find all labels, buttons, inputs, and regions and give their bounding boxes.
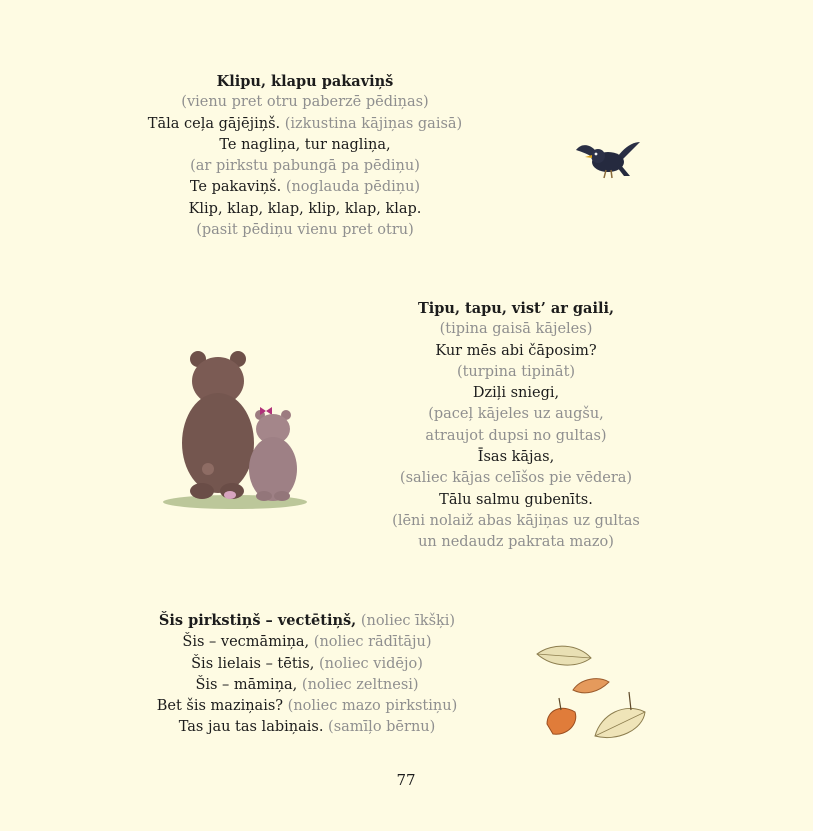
verse-text: Tālu salmu gubenīts. — [439, 491, 593, 508]
verse-sis-pirkstins — [95, 610, 519, 739]
verse-instruction: (turpina tipināt) — [456, 363, 576, 380]
verse-title: Tipu, tapu, vist’ ar gaili, — [417, 300, 615, 317]
verse-line — [95, 675, 519, 696]
verse-instruction: (noliec īkšķi) — [360, 613, 456, 629]
verse-title: Šis pirkstiņš – vectētiņš, — [158, 612, 357, 629]
verse-line — [95, 717, 519, 738]
verse-instruction: (lēni nolaiž abas kājiņas uz gultas — [392, 512, 640, 529]
verse-instruction: (paceļ kājeles uz augšu, — [428, 406, 604, 423]
verse-instruction: (noliec mazo pirkstiņu) — [287, 698, 458, 715]
verse-text: Bet šis maziņais? — [156, 698, 284, 715]
verse-line — [95, 696, 519, 717]
verse-text: Kur mēs abi čāposim? — [435, 342, 597, 359]
verse-klipu-klapu — [120, 71, 490, 241]
verse-instruction: (noliec rādītāju) — [313, 634, 432, 651]
verse-line — [95, 654, 519, 675]
verse-instruction: (noliec vidējo) — [318, 655, 423, 672]
verse-text: Šis – māmiņa, — [195, 676, 298, 693]
verse-line — [95, 632, 519, 653]
verse-text: Tas jau tas labiņais. — [178, 719, 324, 736]
autumn-leaves-illustration — [533, 640, 653, 745]
verse-tipu-tapu — [330, 298, 702, 554]
verse-instruction: un nedaudz pakrata mazo) — [418, 534, 614, 551]
verse-text: Dziļi sniegi, — [472, 385, 560, 402]
verse-line — [120, 114, 490, 135]
verse-instruction: (saliec kājas celīšos pie vēdera) — [399, 470, 633, 487]
two-bears-walking-illustration — [160, 345, 310, 515]
verse-instruction: (noliec zeltnesi) — [301, 676, 419, 693]
verse-text: Īsas kājas, — [477, 449, 555, 466]
verse-instruction: (samīļo bērnu) — [328, 719, 436, 736]
verse-instruction: (tipina gaisā kājeles) — [439, 321, 593, 338]
verse-text: Tāla ceļa gājējiņš. — [147, 115, 281, 132]
verse-instruction: atraujot dupsi no gultas) — [425, 427, 607, 444]
verse-instruction: (noglauda pēdiņu) — [285, 179, 421, 196]
page-number: 77 — [396, 771, 416, 789]
verse-text: Šis lielais – tētis, — [191, 655, 315, 672]
blackbird-illustration — [568, 136, 646, 188]
verse-line — [95, 610, 519, 632]
verse-instruction: (vienu pret otru paberzē pēdiņas) — [181, 94, 429, 111]
verse-instruction: (ar pirkstu pabungā pa pēdiņu) — [190, 158, 420, 175]
verse-text: Šis – vecmāmiņa, — [182, 634, 310, 651]
verse-instruction: (izkustina kājiņas gaisā) — [284, 115, 463, 132]
verse-instruction: (pasit pēdiņu vienu pret otru) — [196, 222, 414, 239]
verse-text: Te pakaviņš. — [189, 179, 282, 196]
verse-title: Klipu, klapu pakaviņš — [216, 73, 394, 90]
verse-text: Klip, klap, klap, klip, klap, klap. — [188, 200, 422, 217]
verse-text: Te nagliņa, tur nagliņa, — [219, 136, 391, 153]
verse-line — [120, 177, 490, 198]
